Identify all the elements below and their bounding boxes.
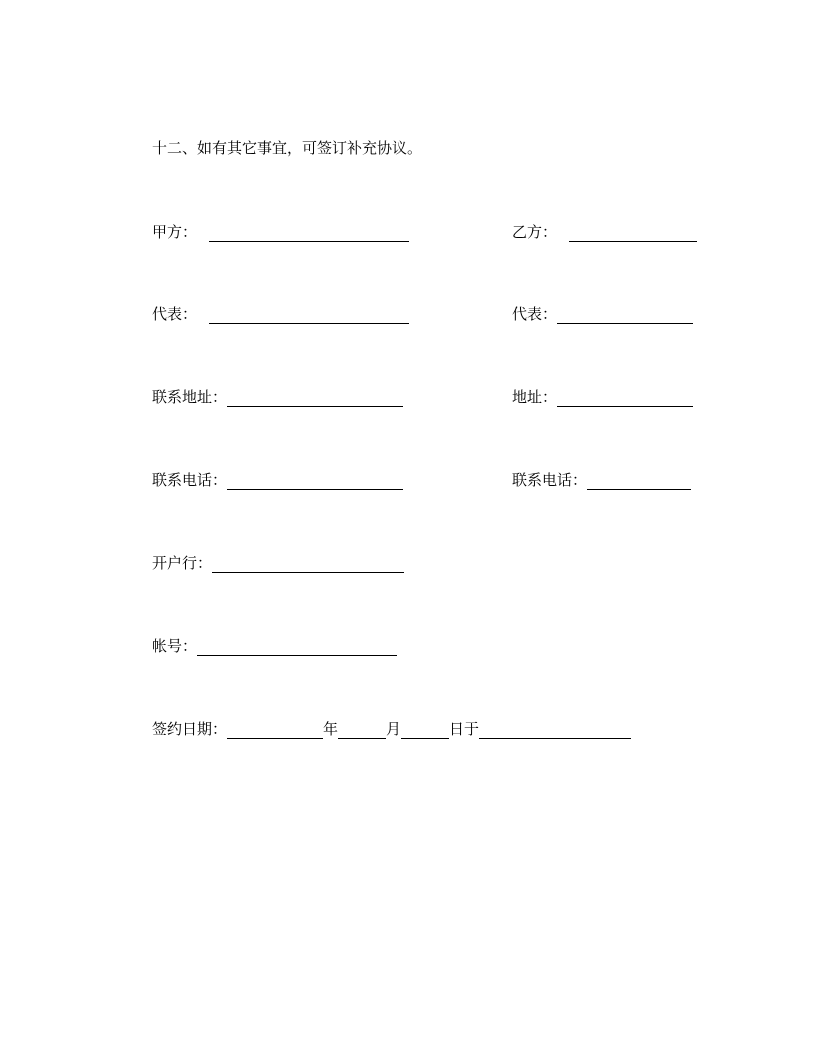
- signing-month-label: 月: [386, 720, 402, 738]
- party-b-rep-blank[interactable]: [557, 305, 693, 324]
- party-a-account-field: [152, 634, 397, 656]
- party-b-rep-field: [512, 302, 693, 324]
- party-b-name-blank[interactable]: [569, 223, 697, 242]
- party-a-phone-blank[interactable]: [227, 471, 403, 490]
- signing-date-label: 签约日期：: [152, 720, 228, 738]
- party-a-name-blank[interactable]: [209, 223, 409, 242]
- clause-twelve: 十二、如有其它事宜，可签订补充协议。: [152, 139, 423, 157]
- party-b-phone-blank[interactable]: [587, 471, 691, 490]
- party-b-phone-label: 联系电话：: [512, 471, 588, 489]
- signing-day-label: 日于: [449, 720, 480, 738]
- party-a-bank-blank[interactable]: [212, 554, 404, 573]
- party-b-address-blank[interactable]: [557, 388, 693, 407]
- party-a-phone-label: 联系电话：: [152, 471, 228, 489]
- party-b-address-field: [512, 385, 693, 407]
- party-b-name-label: 乙方：: [512, 223, 558, 241]
- party-a-account-label: 帐号：: [152, 637, 198, 655]
- signing-year-label: 年: [323, 720, 339, 738]
- party-b-name-field: [512, 220, 697, 242]
- party-a-account-blank[interactable]: [197, 637, 397, 656]
- party-a-rep-label: 代表：: [152, 305, 198, 323]
- signing-day-blank[interactable]: [401, 720, 449, 739]
- party-a-phone-field: [152, 468, 403, 490]
- party-a-address-field: [152, 385, 403, 407]
- party-b-rep-label: 代表：: [512, 305, 558, 323]
- party-a-rep-field: [152, 302, 409, 324]
- party-b-phone-field: [512, 468, 691, 490]
- party-a-rep-blank[interactable]: [209, 305, 409, 324]
- party-a-bank-field: [152, 551, 404, 573]
- party-a-bank-label: 开户行：: [152, 554, 213, 572]
- signing-place-blank[interactable]: [479, 720, 631, 739]
- signing-date-field: [152, 717, 631, 739]
- signing-year-blank[interactable]: [227, 720, 323, 739]
- signing-month-blank[interactable]: [338, 720, 386, 739]
- party-a-name-field: [152, 220, 409, 242]
- party-a-address-label: 联系地址：: [152, 388, 228, 406]
- party-a-address-blank[interactable]: [227, 388, 403, 407]
- party-b-address-label: 地址：: [512, 388, 558, 406]
- party-a-name-label: 甲方：: [152, 223, 198, 241]
